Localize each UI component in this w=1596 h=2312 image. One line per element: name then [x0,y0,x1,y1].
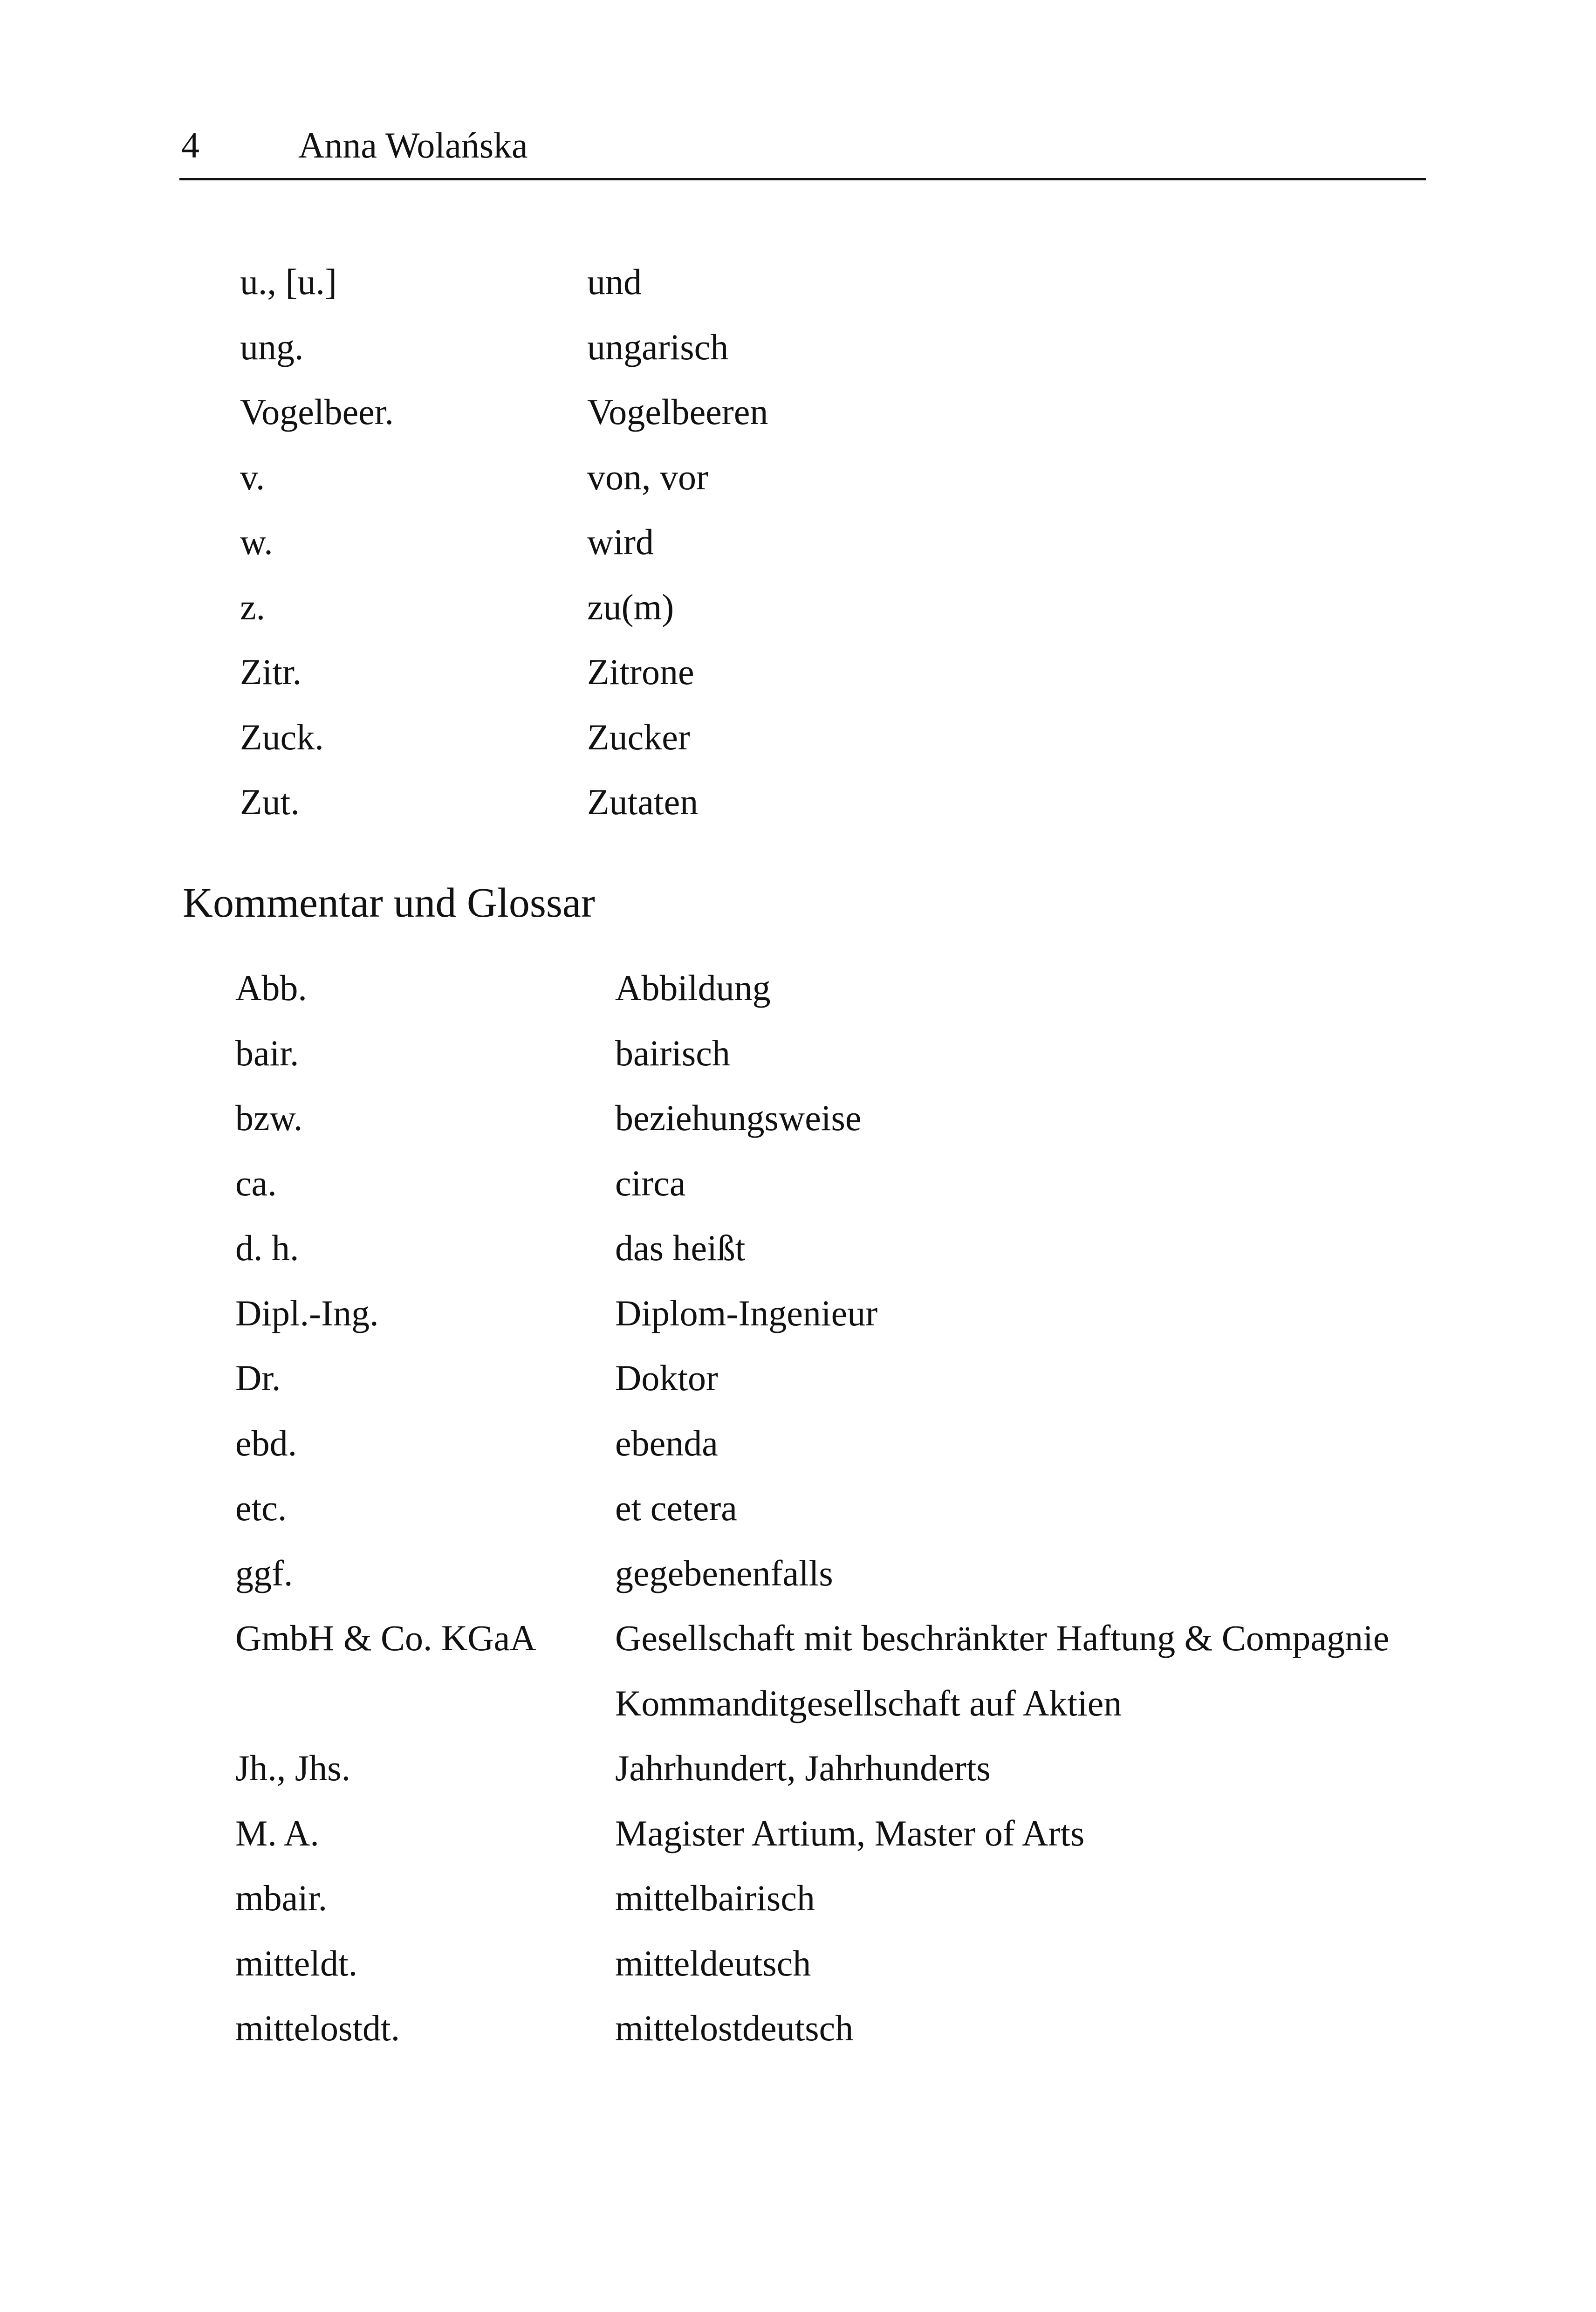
abbreviation-term: bair. [235,1032,299,1073]
abbreviation-meaning: mitteldeutsch [615,1942,811,1983]
abbreviation-row [235,965,1428,1030]
abbreviation-meaning: Diplom-Ingenieur [615,1292,878,1333]
abbreviation-row [235,1875,1428,1940]
abbreviation-meaning: bairisch [615,1032,730,1073]
abbreviation-row [235,1355,1428,1420]
abbreviation-row [235,1420,1428,1485]
abbreviation-term: ggf. [235,1552,293,1593]
abbreviation-meaning: beziehungsweise [615,1098,862,1138]
abbreviation-term: Abb. [235,967,307,1008]
abbreviation-term: M. A. [235,1812,319,1853]
abbreviation-meaning: circa [615,1162,686,1203]
abbreviation-meaning: et cetera [615,1488,737,1528]
abbreviation-row [240,584,1032,649]
abbreviation-meaning: mittelbairisch [615,1878,815,1918]
section-heading: Kommentar und Glossar [183,880,595,926]
page-number: 4 [181,125,199,165]
abbreviation-term: Zuck. [240,716,324,757]
abbreviation-term: ebd. [235,1422,297,1463]
abbreviation-meaning: ebenda [615,1422,718,1463]
abbreviation-row [240,649,1032,714]
abbreviation-row [235,1225,1428,1290]
abbreviation-meaning: wird [587,521,654,562]
abbreviation-row [235,1810,1428,1875]
abbreviation-row [240,324,1032,389]
abbreviation-row [240,389,1032,454]
abbreviation-meaning: Gesellschaft mit beschränkter Haftung & Compagnie [615,1618,1390,1658]
abbreviation-row [235,1030,1428,1095]
abbreviation-row [240,714,1032,779]
abbreviation-term: Jh., Jhs. [235,1748,351,1788]
abbreviation-meaning: Abbildung [615,967,771,1008]
abbreviation-row-continuation [235,1680,1428,1745]
abbreviation-meaning: das heißt [615,1228,746,1268]
abbreviation-term: bzw. [235,1098,303,1138]
abbreviation-term: Zitr. [240,652,302,692]
abbreviation-meaning: zu(m) [587,586,674,627]
abbreviation-row [235,1940,1428,2005]
abbreviation-row [240,259,1032,324]
abbreviation-term: z. [240,586,266,627]
abbreviation-term: w. [240,521,273,562]
abbreviation-meaning: mittelostdeutsch [615,2008,854,2048]
abbreviation-row [235,1160,1428,1225]
abbreviation-term: Dr. [235,1358,281,1398]
abbreviation-term: Dipl.-Ing. [235,1292,379,1333]
abbreviation-term: etc. [235,1488,287,1528]
running-head-author: Anna Wolańska [298,125,528,165]
abbreviation-row [235,2005,1428,2070]
abbreviation-row [235,1745,1428,1810]
abbreviation-term: d. h. [235,1228,299,1268]
page-header [179,122,1426,180]
abbreviation-row [240,519,1032,584]
abbreviation-row [235,1290,1428,1355]
abbreviation-term: mittelostdt. [235,2008,400,2048]
abbreviation-row [235,1485,1428,1550]
abbreviation-term: ung. [240,326,304,367]
abbreviation-meaning: und [587,261,642,302]
abbreviation-row [235,1550,1428,1615]
abbreviation-meaning: gegebenenfalls [615,1552,833,1593]
abbreviation-term: mitteldt. [235,1942,358,1983]
abbreviation-meaning: Vogelbeeren [587,391,768,432]
abbreviation-row [240,779,1032,844]
abbreviation-meaning: Kommanditgesellschaft auf Aktien [615,1682,1122,1723]
abbreviation-row [235,1615,1428,1680]
abbreviation-row [240,454,1032,519]
abbreviation-term: GmbH & Co. KGaA [235,1618,536,1658]
abbreviation-meaning: Zucker [587,716,690,757]
abbreviation-meaning: Zitrone [587,652,694,692]
abbreviation-list-recipes [240,259,1032,844]
abbreviation-list-glossary [235,965,1428,2070]
abbreviation-meaning: ungarisch [587,326,729,367]
abbreviation-meaning: Jahrhundert, Jahrhunderts [615,1748,991,1788]
abbreviation-term: mbair. [235,1878,328,1918]
abbreviation-term: u., [u.] [240,261,337,302]
abbreviation-meaning: Zutaten [587,782,699,822]
abbreviation-term: Vogelbeer. [240,391,394,432]
abbreviation-term: Zut. [240,782,300,822]
abbreviation-meaning: von, vor [587,456,708,497]
abbreviation-row [235,1095,1428,1160]
abbreviation-term: v. [240,456,265,497]
abbreviation-meaning: Doktor [615,1358,718,1398]
abbreviation-term: ca. [235,1162,277,1203]
abbreviation-meaning: Magister Artium, Master of Arts [615,1812,1085,1853]
